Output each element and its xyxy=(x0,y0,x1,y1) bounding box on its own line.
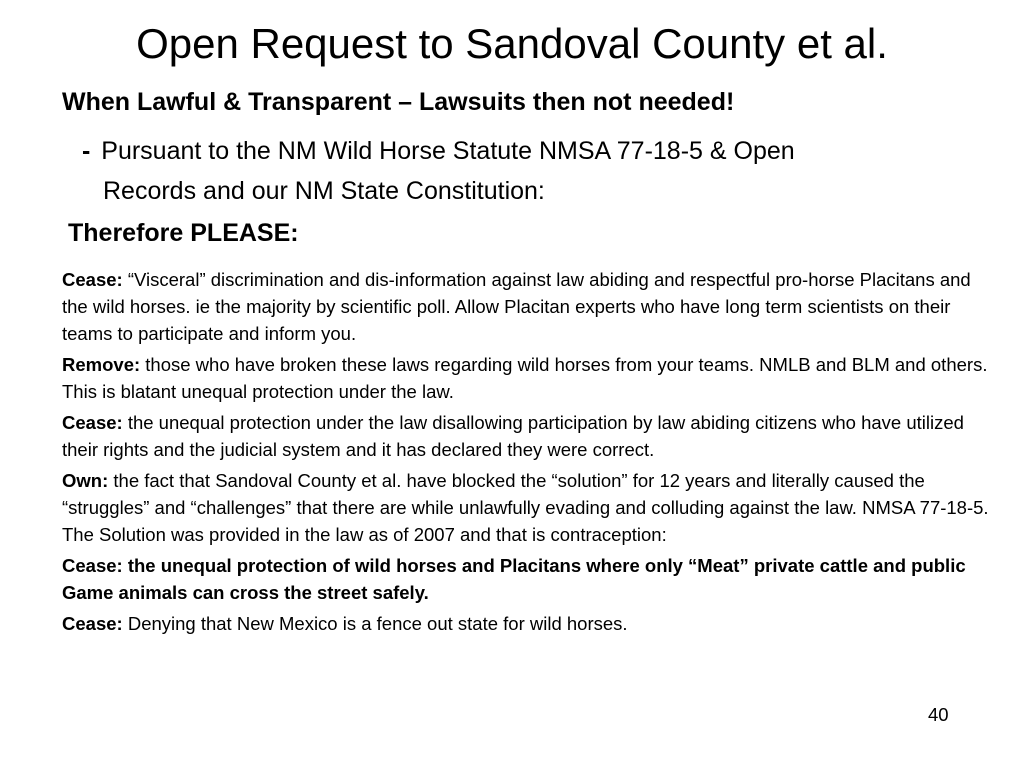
pursuant-line-1: Pursuant to the NM Wild Horse Statute NMSA 77-18-5 & Open xyxy=(101,137,795,165)
request-label: Cease: xyxy=(62,412,123,433)
request-text: the unequal protection of wild horses and Placitans where only “Meat” private cattle and public Game animals can cross the street safely. xyxy=(62,555,966,603)
bullet-dash: - xyxy=(82,137,91,165)
request-label: Cease: xyxy=(62,613,123,634)
request-item-cease-unequal-protection xyxy=(62,552,992,606)
request-item-cease-visceral xyxy=(62,266,992,347)
request-text: “Visceral” discrimination and dis-information against law abiding and respectful pro-horse Placitans and the wild horses. ie the majority by scientific poll. Allow Placitan experts who have long term scientists on their teams to participate and inform you. xyxy=(62,269,971,344)
request-label: Cease: xyxy=(62,269,123,290)
pursuant-statement xyxy=(82,131,982,211)
pursuant-line-2: Records and our NM State Constitution: xyxy=(103,177,545,205)
therefore-heading: Therefore PLEASE: xyxy=(68,219,299,247)
request-text: Denying that New Mexico is a fence out state for wild horses. xyxy=(122,613,628,634)
request-item-own xyxy=(62,467,992,548)
request-item-cease-denying xyxy=(62,610,992,637)
request-text: the fact that Sandoval County et al. have blocked the “solution” for 12 years and literally caused the “struggles” and “challenges” that there are while unlawfully evading and colluding against the law. NMSA 77-18-5. The Solution was provided in the law as of 2007 and that is contraception: xyxy=(62,470,989,545)
request-text: the unequal protection under the law disallowing participation by law abiding citizens who have utilized their rights and the judicial system and it has declared they were correct. xyxy=(62,412,964,460)
request-text: those who have broken these laws regarding wild horses from your teams. NMLB and BLM and others. This is blatant unequal protection under the law. xyxy=(62,354,988,402)
request-item-remove xyxy=(62,351,992,405)
slide-title: Open Request to Sandoval County et al. xyxy=(136,20,888,67)
request-item-cease-unequal-participation xyxy=(62,409,992,463)
slide-subtitle: When Lawful & Transparent – Lawsuits then not needed! xyxy=(62,88,735,116)
page-number: 40 xyxy=(928,704,949,725)
request-list xyxy=(62,266,992,641)
request-label: Remove: xyxy=(62,354,141,375)
request-label: Cease: xyxy=(62,555,123,576)
request-label: Own: xyxy=(62,470,109,491)
